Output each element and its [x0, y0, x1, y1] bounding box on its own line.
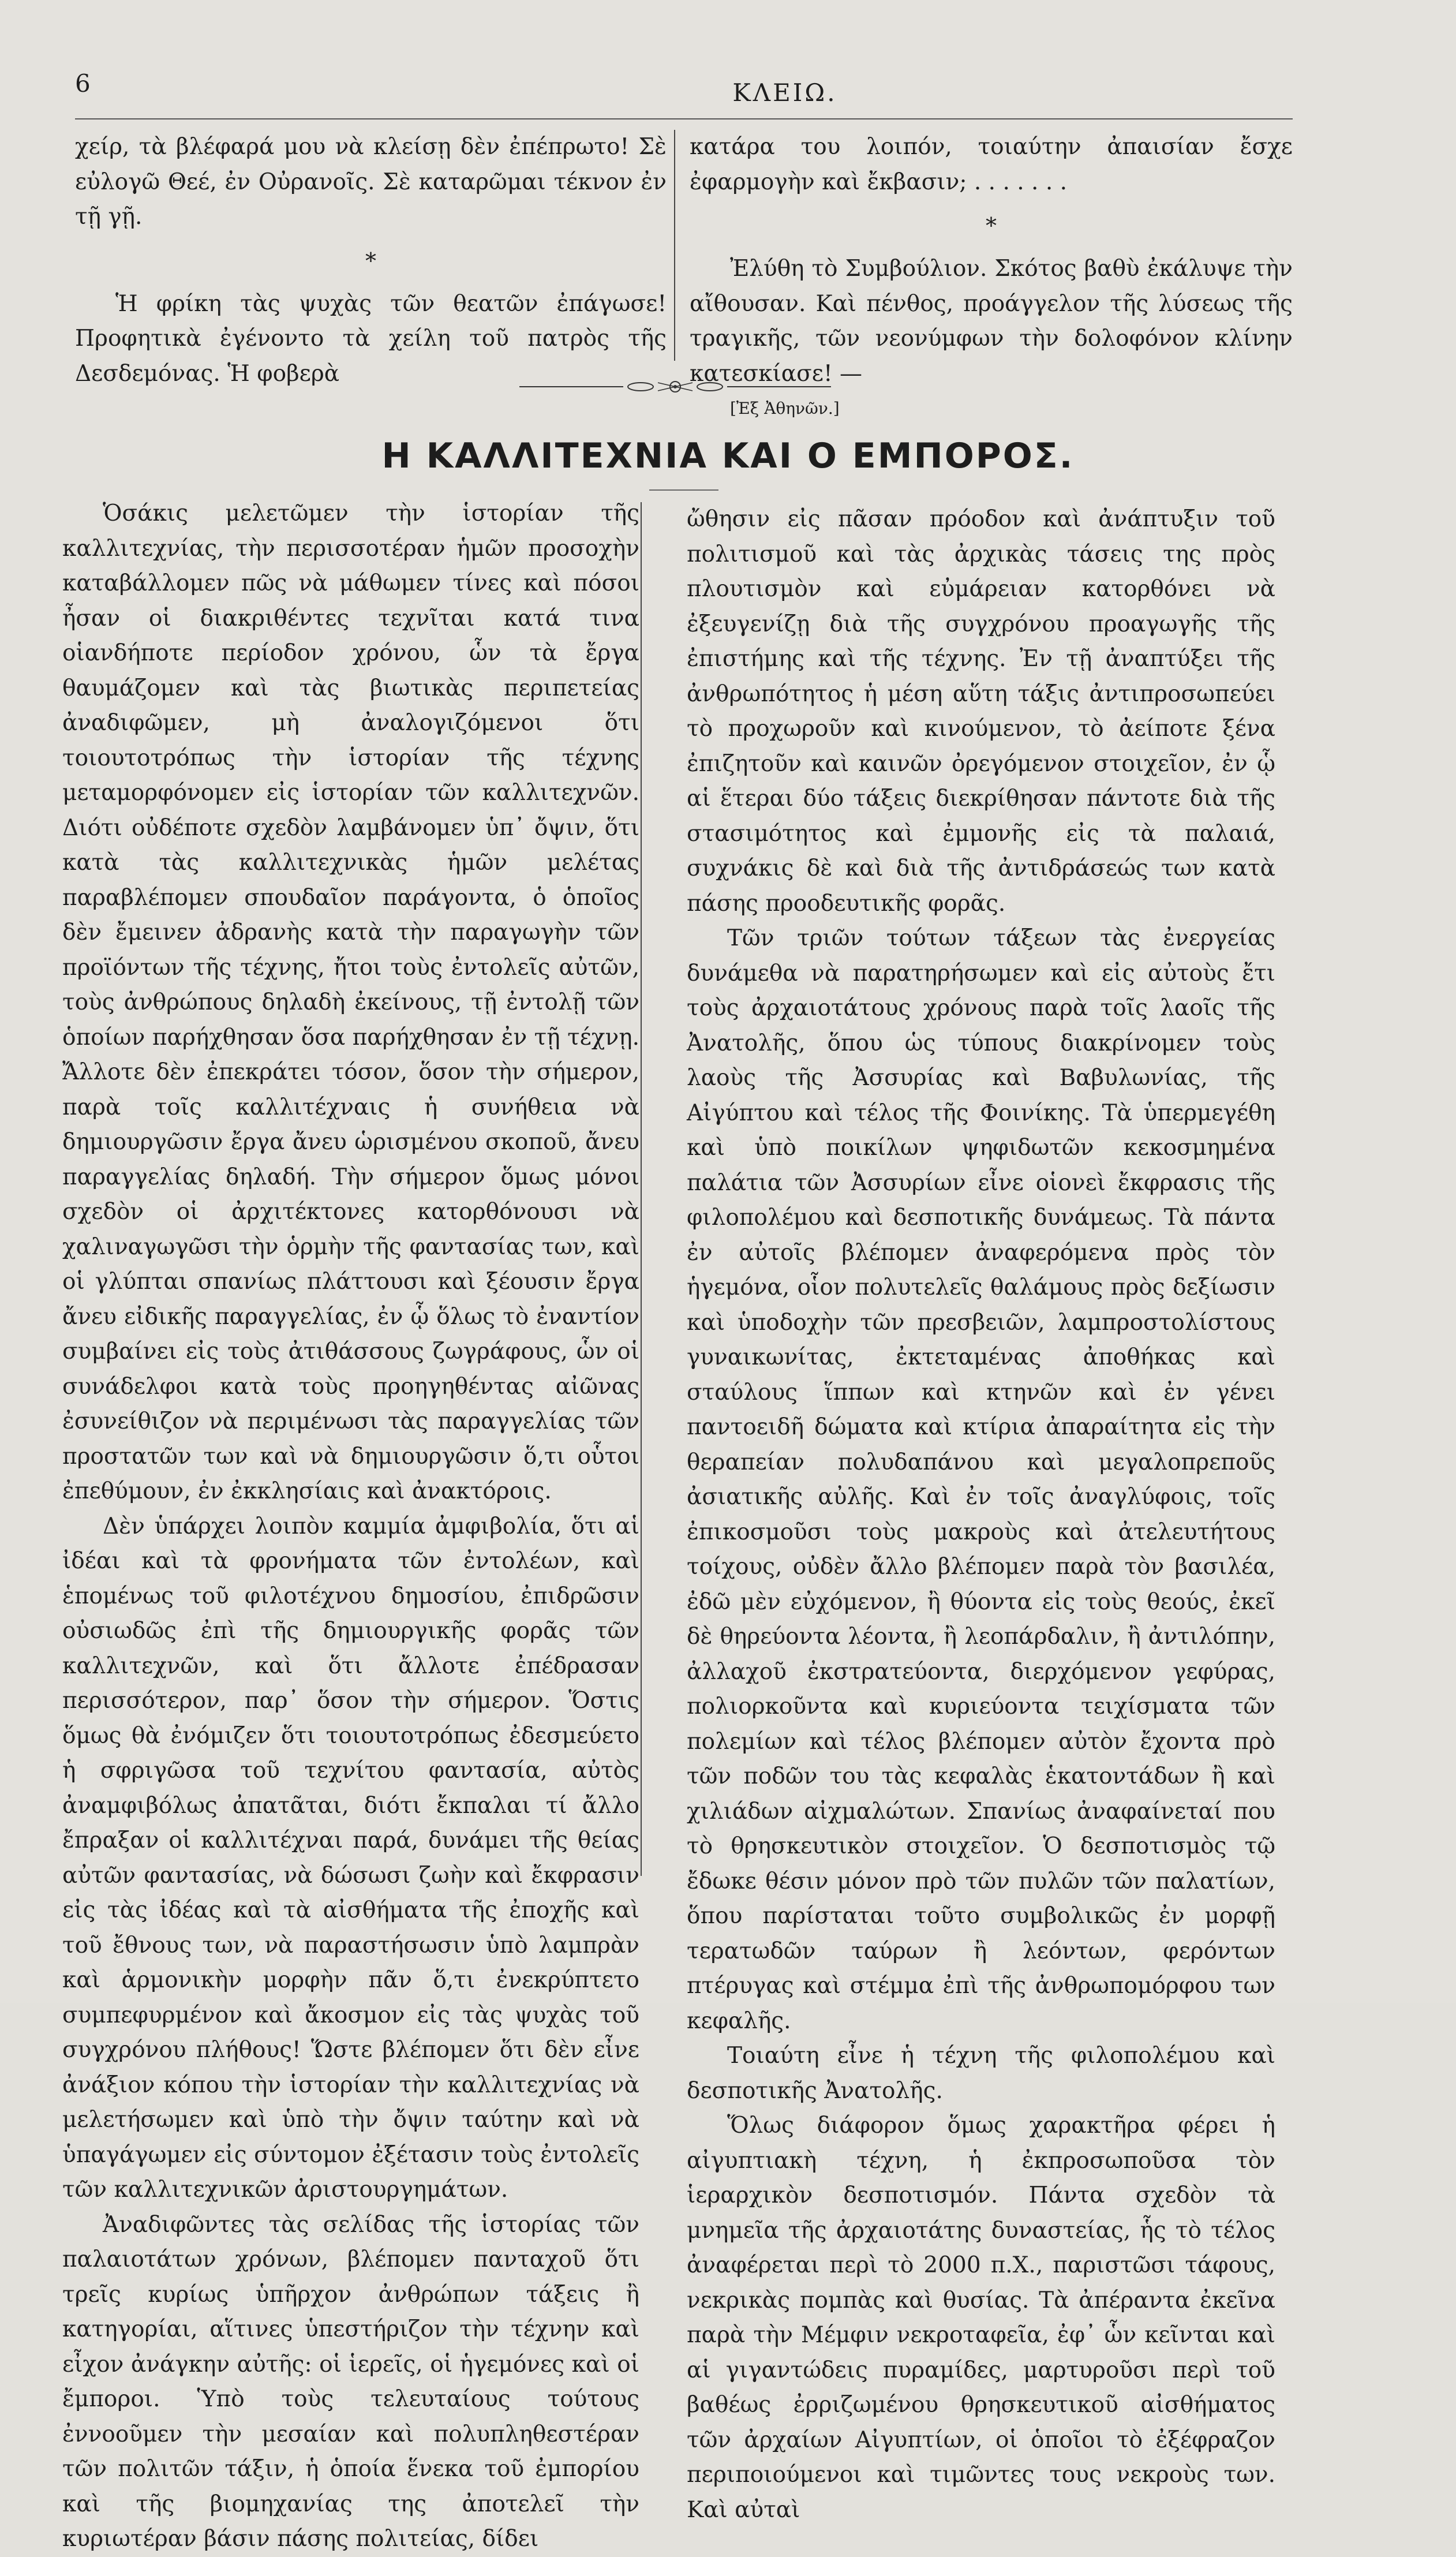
article-paragraph: Ἀναδιφῶντες τὰς σελίδας τῆς ἱστορίας τῶν παλαιοτάτων χρόνων, βλέπομεν πανταχοῦ ὅτι τρεῖς κυρίως ὑπῆρχον ἀνθρώπων τάξεις ἢ κατηγορίαι, αἵτινες ὑπεστήριζον τὴν τέχνην καὶ εἶχον ἀνάγκην αὐτῆς: οἱ ἱερεῖς, οἱ ἡγεμόνες καὶ οἱ ἔμποροι. Ὑπὸ τοὺς τελευταίους τούτους ἐννοοῦμεν τὴν μεσαίαν καὶ πολυπληθεστέραν τῶν πολιτῶν τάξιν, ἡ ὁποία ἕνεκα τοῦ ἐμπορίου καὶ τῆς βιομηχανίας της ἀποτελεῖ τὴν κυριωτέραν βάσιν πάσης πολιτείας, δίδει: [62, 2211, 639, 2552]
title-underline: [649, 489, 718, 491]
top-right-paragraph: Ἐλύθη τὸ Συμβούλιον. Σκότος βαθὺ ἐκάλυψε τὴν αἴθουσαν. Καὶ πένθος, προάγγελον τῆς λύσεως τῆς τραγικῆς, τῶν νεονύμφων τὴν δολοφόνον κλίνην κατεσκίασε! —: [690, 256, 1293, 387]
top-left-column: [75, 130, 667, 391]
article-left-column: [62, 496, 639, 2557]
column-divider: [641, 502, 642, 1876]
article-paragraph: Δὲν ὑπάρχει λοιπὸν καμμία ἀμφιβολία, ὅτι αἱ ἰδέαι καὶ τὰ φρονήματα τῶν ἐντολέων, καὶ ἑπομένως τοῦ φιλοτέχνου δημοσίου, ἐπιδρῶσιν οὐσιωδῶς ἐπὶ τῆς δημιουργικῆς φορᾶς τῶν καλλιτεχνῶν, καὶ ὅτι ἄλλοτε ἐπέδρασαν περισσότερον, παρ᾽ ὅσον τὴν σήμερον. Ὅστις ὅμως θὰ ἐνόμιζεν ὅτι τοιουτοτρόπως ἐδεσμεύετο ἡ σφριγῶσα τοῦ τεχνίτου φαντασία, αὐτὸς ἀναμφιβόλως ἀπατᾶται, διότι ἔκπαλαι τί ἄλλο ἔπραξαν οἱ καλλιτέχναι παρά, δυνάμει τῆς θείας αὐτῶν φαντασίας, νὰ δώσωσι ζωὴν καὶ ἔκφρασιν εἰς τὰς ἰδέας καὶ τὰ αἰσθήματα τῆς ἐποχῆς καὶ τοῦ ἔθνους των, νὰ παραστήσωσιν ὑπὸ λαμπρὰν καὶ ἁρμονικὴν μορφὴν πᾶν ὅ,τι ἐνεκρύπτετο συμπεφυρμένον καὶ ἄκοσμον εἰς τὰς ψυχὰς τοῦ συγχρόνου πλήθους! Ὥστε βλέπομεν ὅτι δὲν εἶνε ἀνάξιον κόπου τὴν ἱστορίαν τὴν καλλιτεχνίας νὰ μελετήσωμεν καὶ ὑπὸ τὴν ὄψιν ταύτην καὶ νὰ ὑπαγάγωμεν εἰς σύντομον ἐξέτασιν τοὺς ἐντολεῖς τῶν καλλιτεχνικῶν ἀριστουργημάτων.: [62, 1513, 639, 2203]
article-paragraph: ὤθησιν εἰς πᾶσαν πρόοδον καὶ ἀνάπτυξιν τοῦ πολιτισμοῦ καὶ τὰς ἀρχικὰς τάσεις της πρὸς πλουτισμὸν καὶ εὐμάρειαν κατορθόνει νὰ ἐξευγενίζῃ διὰ τῆς συγχρόνου προαγωγῆς τῆς ἐπιστήμης καὶ τῆς τέχνης. Ἐν τῇ ἀναπτύξει τῆς ἀνθρωπότητος ἡ μέση αὕτη τάξις ἀντιπροσωπεύει τὸ προχωροῦν καὶ κινούμενον, τὸ ἀείποτε ξένα ἐπιζητοῦν καὶ καινῶν ὀρεγόμενον στοιχεῖον, ἐν ᾧ αἱ ἕτεραι δύο τάξεις διεκρίθησαν πάντοτε διὰ τῆς στασιμότητος καὶ ἐμμονῆς εἰς τὰ παλαιά, συχνάκις δὲ καὶ διὰ τῆς ἀντιδράσεώς των κατὰ πάσης προοδευτικῆς φορᾶς.: [687, 506, 1275, 917]
ornament-divider: [519, 378, 831, 395]
article-paragraph: Ὅλως διάφορον ὅμως χαρακτῆρα φέρει ἡ αἰγυπτιακὴ τέχνη, ἡ ἐκπροσωποῦσα τὸν ἱεραρχικὸν δεσποτισμόν. Πάντα σχεδὸν τὰ μνημεῖα τῆς ἀρχαιοτάτης δυναστείας, ἧς τὸ τέλος ἀναφέρεται περὶ τὸ 2000 π.Χ., παριστῶσι τάφους, νεκρικὰς πομπὰς καὶ θυσίας. Τὰ ἀπέραντα ἐκεῖνα παρὰ τὴν Μέμφιν νεκροταφεῖα, ἐφ᾽ ὧν κεῖνται καὶ αἱ γιγαντώδεις πυραμίδες, μαρτυροῦσι περὶ τοῦ βαθέως ἐρριζωμένου θρησκευτικοῦ αἰσθήματος τῶν ἀρχαίων Αἰγυπτίων, οἱ ὁποῖοι τὸ ἐξέφραζον περιποιούμενοι καὶ τιμῶντες τους νεκροὺς των. Καὶ αὐταὶ: [687, 2113, 1275, 2523]
page-header: [69, 69, 1270, 115]
top-left-paragraph: χείρ, τὰ βλέφαρά μου νὰ κλείσῃ δὲν ἐπέπρωτο! Σὲ εὐλογῶ Θεέ, ἐν Οὐρανοῖς. Σὲ καταρῶμαι τέκνον ἐν τῇ γῇ.: [75, 134, 667, 230]
article-title: Η ΚΑΛΛΙΤΕΧΝΙΑ ΚΑΙ Ο ΕΜΠΟΡΟΣ.: [381, 436, 1075, 476]
header-rule: [75, 118, 1293, 119]
asterisk-separator: *: [365, 248, 376, 274]
running-title: ΚΛΕΙΩ.: [732, 78, 837, 107]
page-number: 6: [75, 69, 91, 98]
article-right-column: [687, 502, 1275, 2528]
column-divider: [674, 130, 675, 361]
asterisk-separator: *: [986, 213, 997, 238]
source-note: [Ἐξ Ἀθηνῶν.]: [730, 399, 840, 418]
article-paragraph: Τῶν τριῶν τούτων τάξεων τὰς ἐνεργείας δυνάμεθα νὰ παρατηρήσωμεν καὶ εἰς αὐτοὺς ἔτι τοὺς ἀρχαιοτάτους χρόνους παρὰ τοῖς λαοῖς τῆς Ἀνατολῆς, ὅπου ὡς τύπους διακρίνομεν τοὺς λαοὺς τῆς Ἀσσυρίας καὶ Βαβυλωνίας, τῆς Αἰγύπτου καὶ τέλος τῆς Φοινίκης. Τὰ ὑπερμεγέθη καὶ ὑπὸ ποικίλων ψηφιδωτῶν κεκοσμημένα παλάτια τῶν Ἀσσυρίων εἶνε οἱονεὶ ἔκφρασις τῆς φιλοπολέμου καὶ δεσποτικῆς δυνάμεως. Τὰ πάντα ἐν αὐτοῖς βλέπομεν ἀναφερόμενα πρὸς τὸν ἡγεμόνα, οἷον πολυτελεῖς θαλάμους πρὸς δεξίωσιν καὶ ὑποδοχὴν τῶν πρεσβειῶν, λαμπροστολίστους γυναικωνίτας, ἐκτεταμένας ἀποθήκας καὶ σταύλους ἵππων καὶ κτηνῶν καὶ ἐν γένει παντοειδῆ δώματα καὶ κτίρια ἀπαραίτητα εἰς τὴν θεραπείαν πολυδαπάνου καὶ μεγαλοπρεποῦς ἀσιατικῆς αὐλῆς. Καὶ ἐν τοῖς ἀναγλύφοις, τοῖς ἐπικοσμοῦσι τοὺς μακροὺς καὶ ἀτελευτήτους τοίχους, οὐδὲν ἄλλο βλέπομεν παρὰ τὸν βασιλέα, ἐδῶ μὲν εὐχόμενον, ἢ θύοντα εἰς τοὺς θεούς, ἐκεῖ δὲ θηρεύοντα λέοντα, ἢ λεοπάρδαλιν, ἢ ἀντιλόπην, ἀλλαχοῦ ἐκστρατεύοντα, διερχόμενον γεφύρας, πολιορκοῦντα καὶ κυριεύοντα τειχίσματα τῶν πολεμίων καὶ τέλος βλέπομεν αὐτὸν ἔχοντα πρὸ τῶν ποδῶν του τὰς κεφαλὰς ἑκατοντάδων ἢ καὶ χιλιάδων αἰχμαλώτων. Σπανίως ἀναφαίνεταί που τὸ θρησκευτικὸν στοιχεῖον. Ὁ δεσποτισμὸς τῷ ἔδωκε θέσιν μόνον πρὸ τῶν πυλῶν τῶν παλατίων, ὅπου παρίσταται τοῦτο συμβολικῶς ἐν μορφῇ τερατωδῶν ταύρων ἢ λεόντων, φερόντων πτέρυγας καὶ στέμμα ἐπὶ τῆς ἀνθρωπομόρφου των κεφαλῆς.: [687, 925, 1275, 2034]
top-left-paragraph: Ἡ φρίκη τὰς ψυχὰς τῶν θεατῶν ἐπάγωσε! Προφητικὰ ἐγένοντο τὰ χείλη τοῦ πατρὸς τῆς Δεσδεμόνας. Ἡ φοβερὰ: [75, 290, 667, 387]
article-paragraph: Τοιαύτη εἶνε ἡ τέχνη τῆς φιλοπολέμου καὶ δεσποτικῆς Ἀνατολῆς.: [687, 2043, 1275, 2104]
top-right-paragraph: κατάρα του λοιπόν, τοιαύτην ἀπαισίαν ἔσχε ἐφαρμογὴν καὶ ἔκβασιν; . . . . . . .: [690, 134, 1293, 195]
article-paragraph: Ὁσάκις μελετῶμεν τὴν ἱστορίαν τῆς καλλιτεχνίας, τὴν περισσοτέραν ἡμῶν προσοχὴν καταβάλλομεν πῶς νὰ μάθωμεν τίνες καὶ πόσοι ἦσαν οἱ διακριθέντες τεχνῖται κατά τινα οἱανδήποτε περίοδον χρόνου, ὧν τὰ ἔργα θαυμάζομεν καὶ τὰς βιωτικὰς περιπετείας ἀναδιφῶμεν, μὴ ἀναλογιζόμενοι ὅτι τοιουτοτρόπως τὴν ἱστορίαν τῆς τέχνης μεταμορφόνομεν εἰς ἱστορίαν τῶν καλλιτεχνῶν. Διότι οὐδέποτε σχεδὸν λαμβάνομεν ὑπ᾽ ὄψιν, ὅτι κατὰ τὰς καλλιτεχνικὰς ἡμῶν μελέτας παραβλέπομεν σπουδαῖον παράγοντα, ὁ ὁποῖος δὲν ἔμεινεν ἀδρανὴς κατὰ τὴν παραγωγὴν τῶν προϊόντων τῆς τέχνης, ἤτοι τοὺς ἐντολεῖς αὐτῶν, τοὺς ἀνθρώπους δηλαδὴ ἐκείνους, τῇ ἐντολῇ τῶν ὁποίων παρήχθησαν ὅσα παρήχθησαν ἐν τῇ τέχνῃ. Ἄλλοτε δὲν ἐπεκράτει τόσον, ὅσον τὴν σήμερον, παρὰ τοῖς καλλιτέχναις ἡ συνήθεια νὰ δημιουργῶσιν ἔργα ἄνευ ὡρισμένου σκοποῦ, ἄνευ παραγγελίας δηλαδή. Τὴν σήμερον ὅμως μόνοι σχεδὸν οἱ ἀρχιτέκτονες κατορθόνουσι νὰ χαλιναγωγῶσι τὴν ὁρμὴν τῆς φαντασίας των, καὶ οἱ γλύπται σπανίως πλάττουσι καὶ ξέουσιν ἔργα ἄνευ εἰδικῆς παραγγελίας, ἐν ᾧ ὅλως τὸ ἐναντίον συμβαίνει εἰς τοὺς ἀτιθάσσους ζωγράφους, ὧν οἱ συνάδελφοι κατὰ τοὺς προηγηθέντας αἰῶνας ἐσυνείθιζον νὰ περιμένωσι τὰς παραγγελίας τῶν προστατῶν των καὶ νὰ δημιουργῶσιν ὅ,τι οὗτοι ἐπεθύμουν, ἐν ἐκκλησίαις καὶ ἀνακτόροις.: [62, 500, 639, 1504]
